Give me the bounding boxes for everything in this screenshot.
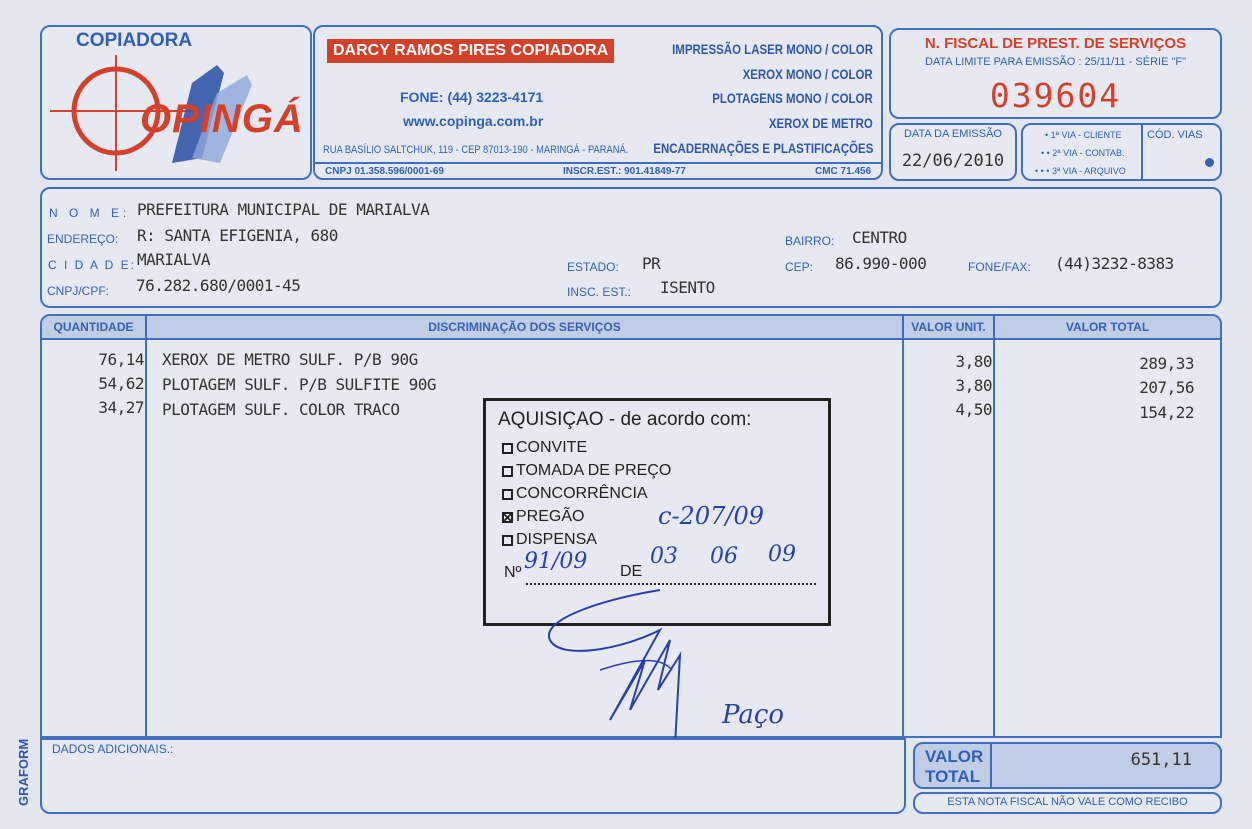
checkbox-icon [502, 489, 513, 500]
dados-adicionais-box [40, 738, 906, 814]
header-valor-unit: VALOR UNIT. [904, 316, 993, 338]
emission-label: DATA DA EMISSÃO [903, 128, 1002, 140]
row-total: 154,22 [1139, 403, 1194, 422]
bairro-label: BAIRRO: [785, 234, 835, 248]
checkbox-icon [502, 535, 513, 546]
side-brand: GRAFORM [16, 738, 31, 806]
row-total: 289,33 [1139, 354, 1194, 373]
company-box [313, 25, 883, 180]
header-quantidade: QUANTIDADE [42, 316, 145, 338]
nome-label: N O M E: [49, 206, 131, 220]
row-total: 207,56 [1139, 378, 1194, 397]
via-2: • • 2ª VIA - CONTAB. [1041, 148, 1125, 158]
cnpj-label: CNPJ/CPF: [47, 284, 110, 298]
stamp-option-convite: CONVITE [502, 439, 587, 457]
cep-label: CEP: [785, 260, 814, 274]
via-3: • • • 3ª VIA - ARQUIVO [1035, 166, 1126, 176]
nota-number: 039604 [989, 76, 1122, 115]
row-desc: PLOTAGEM SULF. COLOR TRACO [162, 400, 400, 419]
logo-text: OPINGÁ [140, 97, 304, 141]
row-unit: 4,50 [955, 400, 992, 419]
checkbox-icon [502, 466, 513, 477]
company-inscr: INSCR.EST.: 901.41849-77 [563, 166, 686, 177]
disclaimer: ESTA NOTA FISCAL NÃO VALE COMO RECIBO [947, 796, 1188, 808]
row-unit: 3,80 [955, 376, 992, 395]
disclaimer-box [913, 792, 1222, 814]
stamp-option-tomada: TOMADA DE PREÇO [502, 462, 671, 480]
cod-vias-label: CÓD. VIAS [1147, 129, 1203, 141]
row-qty: 76,14 [98, 350, 144, 369]
company-address: RUA BASÍLIO SALTCHUK, 119 - CEP 87013-190 - MARINGÁ - PARANÁ. [323, 144, 629, 156]
header-discriminacao: DISCRIMINAÇÃO DOS SERVIÇOS [147, 316, 902, 338]
row-qty: 54,62 [98, 374, 144, 393]
cep-value: 86.990-000 [835, 254, 927, 273]
estado-label: ESTADO: [567, 260, 619, 274]
company-name: DARCY RAMOS PIRES COPIADORA [327, 39, 614, 63]
header-valor-total: VALOR TOTAL [995, 316, 1220, 338]
endereco-label: ENDEREÇO: [47, 232, 119, 246]
service-4: XEROX DE METRO [769, 115, 873, 131]
endereco-value: R: SANTA EFIGENIA, 680 [137, 226, 338, 245]
stamp-date-label: DE [620, 563, 643, 580]
dados-adicionais-label: DADOS ADICIONAIS.: [52, 742, 174, 756]
insc-value: ISENTO [660, 278, 715, 297]
estado-value: PR [642, 254, 661, 273]
nota-limit: DATA LIMITE PARA EMISSÃO : 25/11/11 - SÉRIE "F" [924, 56, 1187, 68]
company-cmc: CMC 71.456 [815, 166, 872, 177]
cidade-label: C I D A D E: [48, 258, 137, 272]
service-3: PLOTAGENS MONO / COLOR [712, 90, 873, 106]
fone-value: (44)3232-8383 [1055, 254, 1174, 273]
emission-date: 22/06/2010 [901, 151, 1005, 171]
cidade-value: MARIALVA [137, 250, 211, 269]
vias-box [1021, 123, 1222, 181]
company-website: www.copinga.com.br [403, 113, 544, 129]
row-qty: 34,27 [98, 398, 144, 417]
valor-label-2: TOTAL [925, 767, 981, 786]
row-desc: PLOTAGEM SULF. P/B SULFITE 90G [162, 375, 436, 394]
valor-label-1: VALOR [925, 747, 984, 766]
company-id-bar [315, 162, 881, 180]
cod-vias-dot [1205, 158, 1214, 167]
service-1: IMPRESSÃO LASER MONO / COLOR [672, 41, 873, 57]
row-desc: XEROX DE METRO SULF. P/B 90G [162, 350, 418, 369]
stamp-option-concorrencia: CONCORRÊNCIA [502, 485, 648, 503]
signature-note: Paço [722, 700, 785, 730]
valor-total-box [913, 742, 1222, 789]
brand-top: COPIADORA [76, 30, 193, 51]
insc-label: INSC. EST.: [567, 285, 632, 299]
handwritten-day: 03 [650, 544, 678, 569]
logo-box [40, 25, 312, 180]
stamp-title: AQUISIÇAO - de acordo com: [498, 409, 752, 430]
company-phone: FONE: (44) 3223-4171 [400, 89, 544, 105]
company-cnpj: CNPJ 01.358.596/0001-69 [325, 166, 444, 177]
stamp-option-pregao: PREGÃO [502, 508, 584, 526]
via-1: • 1ª VIA - CLIENTE [1045, 130, 1122, 140]
checkbox-icon [502, 443, 513, 454]
service-2: XEROX MONO / COLOR [742, 66, 873, 82]
bairro-value: CENTRO [852, 228, 907, 247]
handwritten-ref: c-207/09 [658, 502, 764, 530]
emission-box [889, 123, 1017, 181]
stamp-number-label: Nº [504, 564, 522, 581]
signature [540, 560, 800, 760]
valor-total-value: 651,11 [1130, 750, 1192, 770]
row-unit: 3,80 [955, 352, 992, 371]
nota-number-box [889, 28, 1222, 119]
cnpj-value: 76.282.680/0001-45 [136, 276, 301, 295]
service-5: ENCADERNAÇÕES E PLASTIFICAÇÕES [652, 140, 873, 156]
checked-checkbox-icon [502, 512, 513, 523]
nota-title: N. FISCAL DE PREST. DE SERVIÇOS [924, 35, 1187, 52]
nome-value: PREFEITURA MUNICIPAL DE MARIALVA [137, 200, 430, 219]
handwritten-year: 09 [768, 542, 796, 567]
stamp-option-dispensa: DISPENSA [502, 531, 597, 549]
handwritten-month: 06 [710, 544, 738, 569]
fone-label: FONE/FAX: [968, 260, 1031, 274]
handwritten-number: 91/09 [524, 549, 588, 574]
